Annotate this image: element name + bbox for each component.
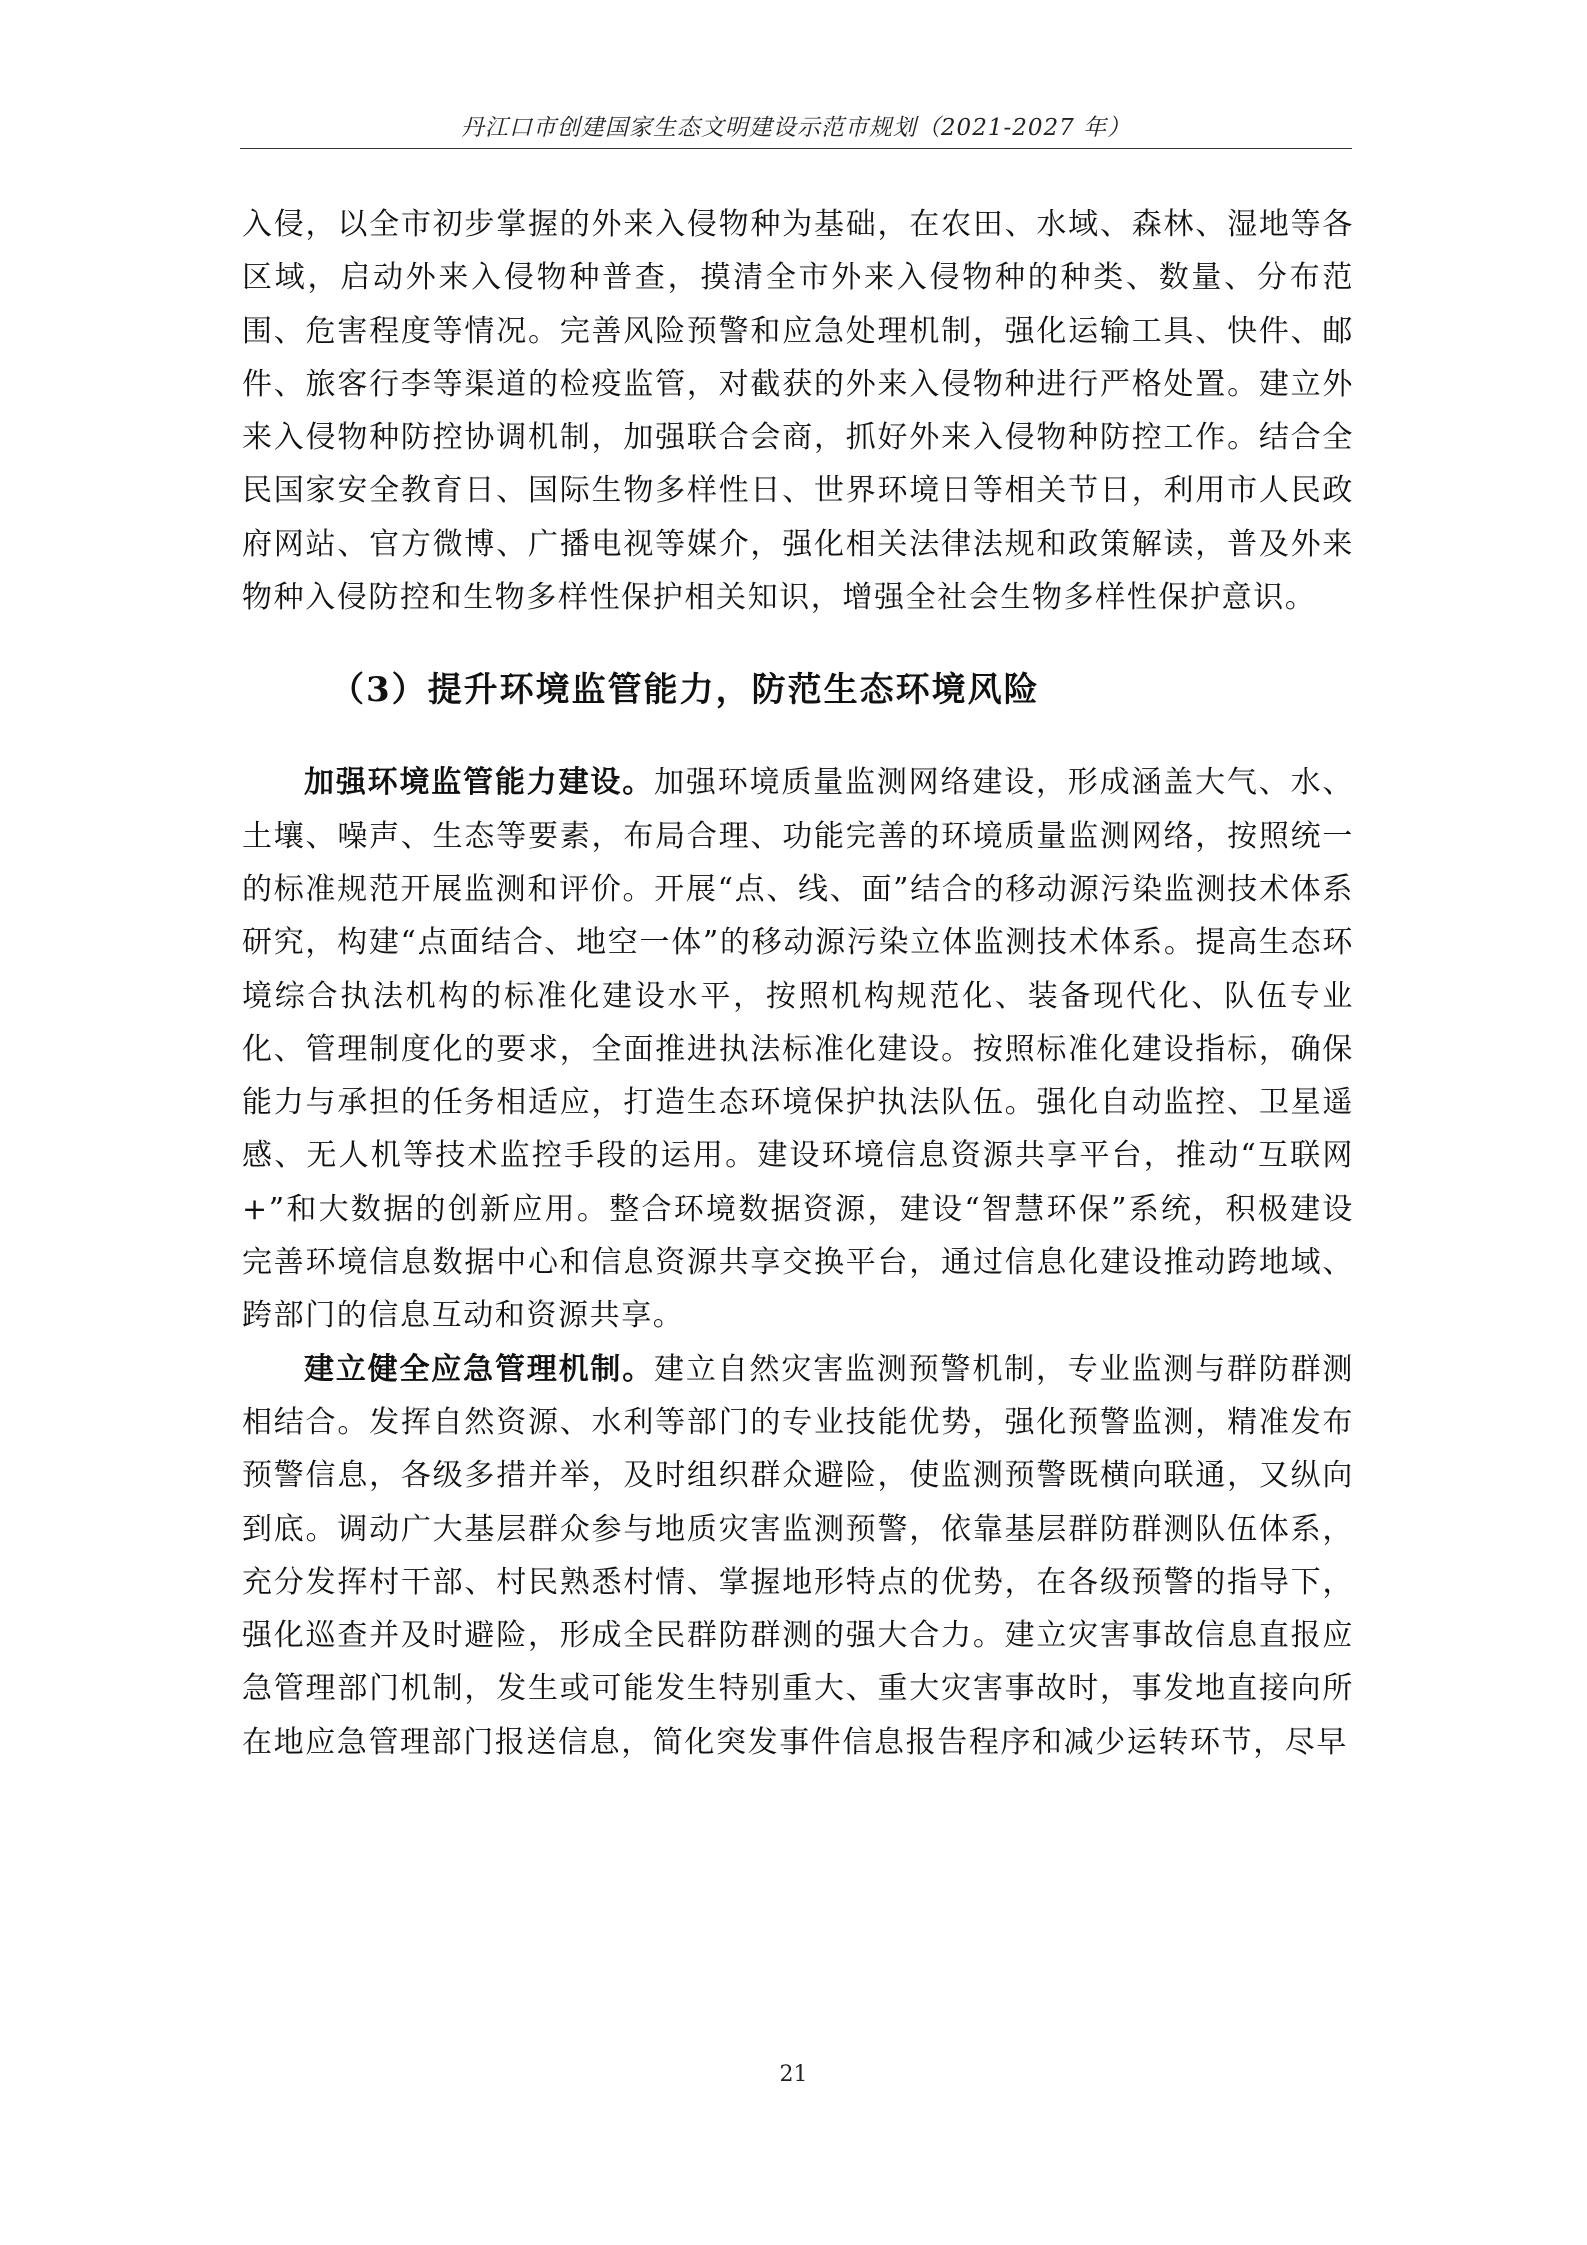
paragraph-invasive-species: 入侵，以全市初步掌握的外来入侵物种为基础，在农田、水域、森林、湿地等各区域，启动外来入侵物种普查，摸清全市外来入侵物种的种类、数量、分布范围、危害程度等情况。完善风险预警和应急处理机制，强化运输工具、快件、邮件、旅客行李等渠道的检疫监管，对截获的外来入侵物种进行严格处置。建立外来入侵物种防控协调机制，加强联合会商，抓好外来入侵物种防控工作。结合全民国家安全教育日、国际生物多样性日、世界环境日等相关节日，利用市人民政府网站、官方微博、广播电视等媒介，强化相关法律法规和政策解读，普及外来物种入侵防控和生物多样性保护相关知识，增强全社会生物多样性保护意识。: [242, 207, 1354, 616]
running-header: 丹江口市创建国家生态文明建设示范市规划（2021-2027 年）: [460, 115, 1132, 141]
paragraph-monitoring-capacity: [242, 756, 1354, 1342]
section-heading: （3）提升环境监管能力，防范生态环境风险: [330, 670, 1040, 711]
paragraph-body-monitoring: 加强环境质量监测网络建设，形成涵盖大气、水、土壤、噪声、生态等要素，布局合理、功能完善的环境质量监测网络，按照统一的标准规范开展监测和评价。开展“点、线、面”结合的移动源污染监测技术体系研究，构建“点面结合、地空一体”的移动源污染立体监测技术体系。提高生态环境综合执法机构的标准化建设水平，按照机构规范化、装备现代化、队伍专业化、管理制度化的要求，全面推进执法标准化建设。按照标准化建设指标，确保能力与承担的任务相适应，打造生态环境保护执法队伍。强化自动监控、卫星遥感、无人机等技术监控手段的运用。建设环境信息资源共享平台，推动“互联网+”和大数据的创新应用。整合环境数据资源，建设“智慧环保”系统，积极建设完善环境信息数据中心和信息资源共享交换平台，通过信息化建设推动跨地域、跨部门的信息互动和资源共享。: [242, 765, 1354, 1334]
paragraph-lead-emergency: 建立健全应急管理机制。: [304, 1351, 655, 1387]
paragraph-lead-monitoring: 加强环境监管能力建设。: [304, 765, 655, 801]
document-body: [242, 198, 1354, 1769]
paragraph-emergency-management: [242, 1343, 1354, 1769]
paragraph-body-emergency: 建立自然灾害监测预警机制，专业监测与群防群测相结合。发挥自然资源、水利等部门的专业技能优势，强化预警监测，精准发布预警信息，各级多措并举，及时组织群众避险，使监测预警既横向联通，又纵向到底。调动广大基层群众参与地质灾害监测预警，依靠基层群防群测队伍体系，充分发挥村干部、村民熟悉村情、掌握地形特点的优势，在各级预警的指导下，强化巡查并及时避险，形成全民群防群测的强大合力。建立灾害事故信息直报应急管理部门机制，发生或可能发生特别重大、重大灾害事故时，事发地直接向所在地应急管理部门报送信息，简化突发事件信息报告程序和减少运转环节，尽早: [242, 1351, 1354, 1760]
header-divider: [240, 148, 1352, 149]
page-number: 21: [779, 2062, 808, 2087]
